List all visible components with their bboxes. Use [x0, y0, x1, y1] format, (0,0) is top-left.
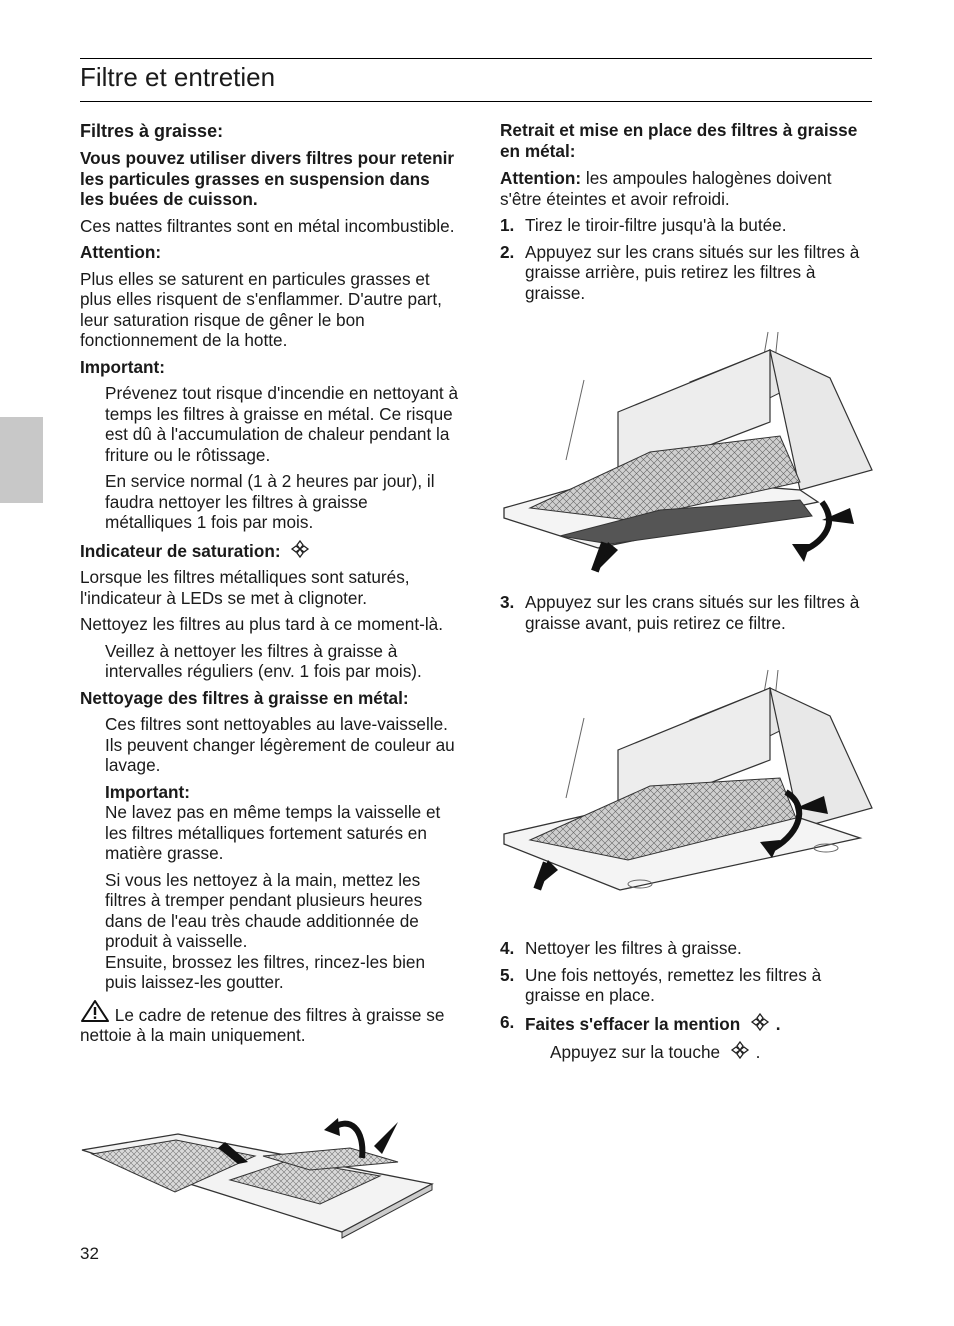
steps-list-a — [500, 215, 872, 303]
step6-text: Faites s'effacer la mention — [525, 1013, 741, 1034]
right-column — [500, 120, 872, 309]
attention-text: Plus elles se saturent en particules grasses et plus elles risquent de s'enflammer. D'autre part, leur saturation risque de gêner le bon fonctionnement de la hotte. — [80, 268, 442, 350]
right-attention — [500, 168, 872, 209]
indicator-paragraph-2: Nettoyez les filtres au plus tard à ce moment-là. — [80, 614, 444, 634]
step6-subtext — [500, 1040, 872, 1063]
cleaning-paragraph-2 — [80, 870, 458, 993]
right-attention-label: Attention: — [500, 168, 582, 188]
left-column — [80, 120, 458, 1052]
step6-sub-text: Appuyez sur la touche — [550, 1042, 721, 1062]
hood-rear-filter-illustration — [500, 330, 876, 574]
page-number: 32 — [80, 1244, 99, 1263]
cleaning-important-label: Important: — [105, 781, 190, 802]
right-column-steps-final — [500, 938, 872, 1069]
header-rule-top — [80, 58, 872, 59]
cleaning-important — [80, 782, 458, 864]
step-text: Tirez le tiroir-filtre jusqu'à la butée. — [525, 215, 787, 235]
step6-sub-suffix: . — [755, 1042, 761, 1062]
page-title: Filtre et entretien — [80, 62, 276, 92]
right-attention-text: les ampoules halogènes doivent s'être éteintes et avoir refroidi. — [500, 168, 832, 209]
indicator-paragraph-1: Lorsque les filtres métalliques sont saturés, l'indicateur à LEDs se met à clignoter. — [80, 567, 410, 608]
step-item — [500, 965, 872, 1006]
steps-list-step3 — [500, 592, 872, 633]
step-text: Une fois nettoyés, remettez les filtres à graisse en place. — [525, 964, 822, 1005]
saturation-indicator-icon — [749, 1012, 771, 1032]
step-item — [500, 242, 872, 304]
step-text: Appuyez sur les crans situés sur les filtres à graisse arrière, puis retirez les filtres à graisse. — [525, 241, 860, 303]
section-heading-grease-filters: Filtres à graisse: — [80, 121, 224, 141]
cleaning-heading: Nettoyage des filtres à graisse en métal: — [80, 687, 409, 708]
warning-triangle-icon — [80, 999, 110, 1023]
saturation-indicator-icon — [729, 1040, 751, 1060]
important-label: Important: — [80, 356, 165, 377]
paragraph-material: Ces nattes filtrantes sont en métal incombustible. — [80, 215, 455, 236]
section-heading-removal: Retrait et mise en place des filtres à graisse en métal: — [500, 120, 858, 161]
cleaning-important-text: Ne lavez pas en même temps la vaisselle et les filtres métalliques fortement saturés en matière grasse. — [105, 802, 441, 863]
steps-list-b — [500, 938, 872, 1034]
step-item — [500, 1012, 872, 1035]
cleaning-paragraph-2b: Ensuite, brossez les filtres, rincez-les bien puis laissez-les goutter. — [105, 951, 426, 992]
header-rule-bottom — [80, 101, 872, 102]
step-number: 2. — [500, 241, 515, 262]
step-item — [500, 938, 872, 959]
saturation-indicator-icon — [289, 539, 311, 559]
important-paragraph-2: En service normal (1 à 2 heures par jour), il faudra nettoyer les filtres à graisse métalliques 1 fois par mois. — [105, 471, 435, 532]
step-text: Appuyez sur les crans situés sur les filtres à graisse avant, puis retirez ce filtre. — [525, 592, 860, 633]
step-number: 4. — [500, 938, 515, 958]
hood-front-filter-illustration — [500, 668, 876, 898]
filter-frame-illustration — [80, 1100, 440, 1240]
step-item — [500, 592, 872, 633]
step-item — [500, 215, 872, 236]
step6-suffix: . — [775, 1013, 781, 1034]
step-number: 3. — [500, 592, 515, 612]
cleaning-paragraph-1: Ces filtres sont nettoyables au lave-vaisselle. Ils peuvent changer légèrement de couleur au lavage. — [105, 714, 455, 775]
attention-label: Attention: — [80, 242, 162, 262]
step-number: 6. — [500, 1011, 515, 1032]
section-tab-marker — [0, 417, 43, 503]
step-number: 5. — [500, 964, 515, 985]
step-number: 1. — [500, 215, 515, 235]
warning-text: Le cadre de retenue des filtres à graisse se nettoie à la main uniquement. — [80, 1004, 445, 1045]
right-column-step3 — [500, 592, 872, 639]
step-text — [525, 1012, 872, 1035]
step-text: Nettoyer les filtres à graisse. — [525, 938, 742, 958]
intro-text: Vous pouvez utiliser divers filtres pour retenir les particules grasses en suspension dans les buées de cuisson. — [80, 148, 455, 209]
indicator-paragraph-3: Veillez à nettoyer les filtres à graisse à intervalles réguliers (env. 1 fois par mois). — [105, 640, 422, 681]
cleaning-paragraph-2a: Si vous les nettoyez à la main, mettez les filtres à tremper pendant plusieurs heures dans de l'eau très chaude additionnée de produit à vaisselle. — [105, 869, 423, 951]
indicator-heading — [80, 539, 458, 562]
indicator-label: Indicateur de saturation: — [80, 540, 281, 561]
warning-note — [80, 999, 458, 1046]
important-paragraph-1: Prévenez tout risque d'incendie en nettoyant à temps les filtres à graisse en métal. Ce risque est dû à l'accumulation de chaleur pendant la friture ou le rôtissage. — [105, 383, 458, 465]
